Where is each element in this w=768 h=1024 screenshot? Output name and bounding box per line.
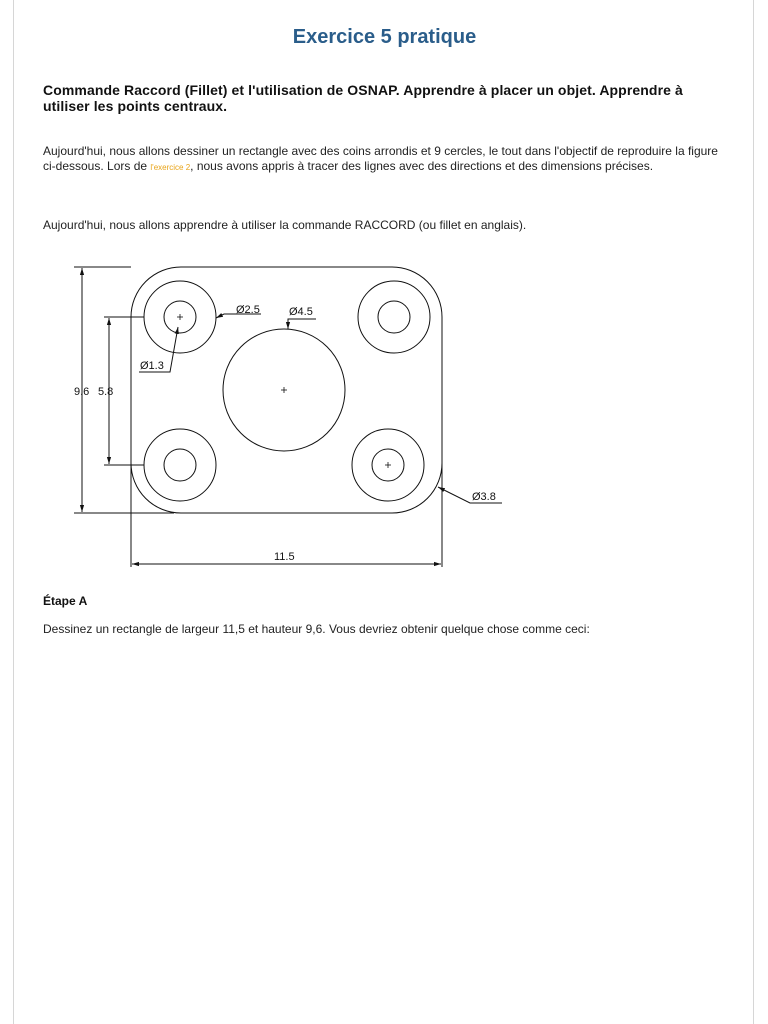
step-a-text: Dessinez un rectangle de largeur 11,5 et hauteur 9,6. Vous devriez obtenir quelque chose comme ceci: [43, 622, 590, 636]
label-corner-diameter: Ø3.8 [472, 491, 496, 503]
corner-hole-outer-bl [144, 429, 216, 501]
exercise-heading: Commande Raccord (Fillet) et l'utilisation de OSNAP. Apprendre à placer un objet. Apprendre à utiliser les points centraux. [43, 82, 683, 114]
intro-paragraph [43, 144, 733, 175]
document-page [13, 0, 754, 1024]
label-inner-diameter: Ø1.3 [140, 360, 164, 372]
step-a-title: Étape A [43, 594, 88, 608]
intro-text-part1: Aujourd'hui, nous allons dessiner un rectangle avec des coins arrondis et 9 cercles, le tout dans l'objectif de reproduire la figure ci-dessous. Lors de [43, 144, 718, 173]
label-height-total: 9.6 [74, 386, 90, 398]
corner-hole-inner-bl [164, 449, 196, 481]
label-width-total: 11.5 [274, 551, 295, 563]
technical-drawing [54, 255, 514, 573]
page-title: Exercice 5 pratique [292, 26, 477, 48]
raccord-paragraph: Aujourd'hui, nous allons apprendre à utiliser la commande RACCORD (ou fillet en anglais). [43, 218, 527, 232]
exercise-2-link[interactable]: l'exercice 2 [150, 163, 191, 172]
corner-hole-inner-tr [378, 301, 410, 333]
label-center-hole-diameter: Ø4.5 [289, 306, 313, 318]
corner-hole-outer-tr [358, 281, 430, 353]
intro-text-part2: , nous avons appris à tracer des lignes avec des directions et des dimensions précises. [190, 159, 654, 173]
label-height-spacing: 5.8 [98, 386, 114, 398]
label-small-hole-diameter: Ø2.5 [236, 304, 260, 316]
